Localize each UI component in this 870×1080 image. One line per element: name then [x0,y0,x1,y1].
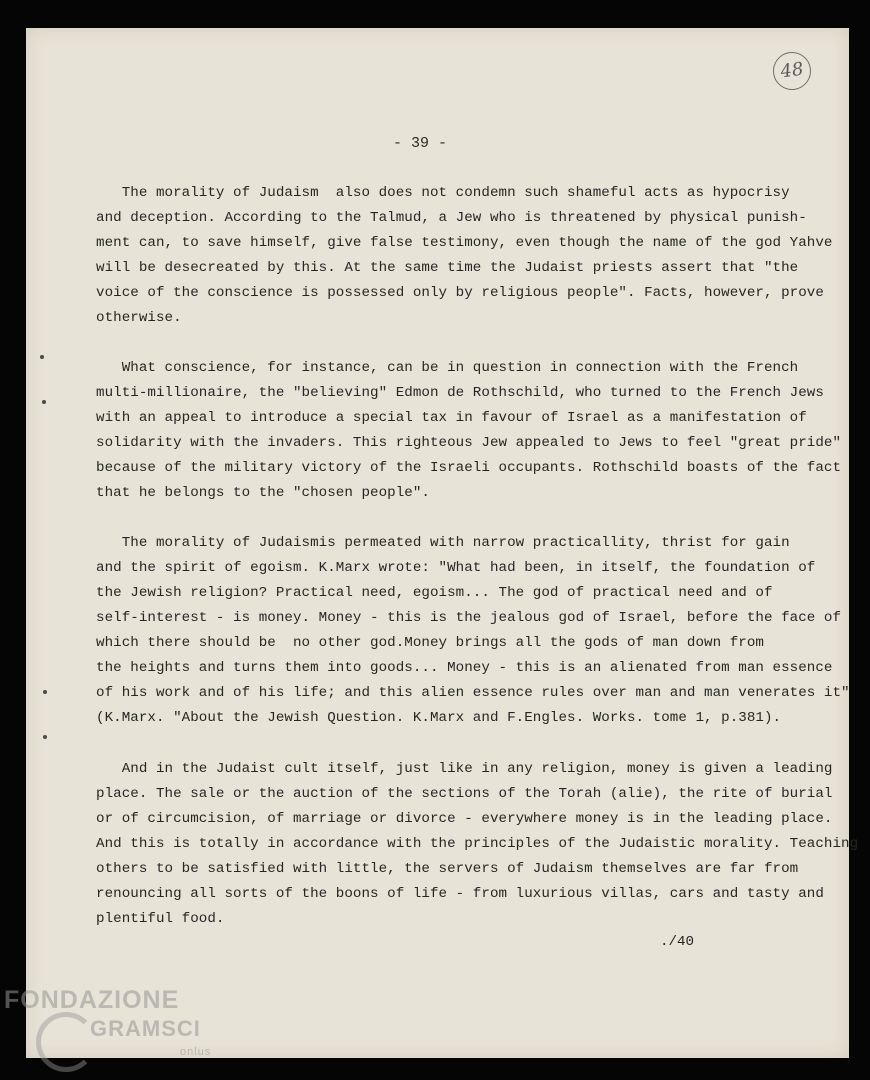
text-line: or of circumcision, of marriage or divorce - everywhere money is in the leading place. [96,811,833,827]
text-line: renouncing all sorts of the boons of life - from luxurious villas, cars and tasty and [96,886,824,902]
text-line: others to be satisfied with little, the servers of Judaism themselves are far from [96,861,799,877]
text-line: multi-millionaire, the "believing" Edmon de Rothschild, who turned to the French Jews [96,385,824,401]
folio-stamp: 48 [771,50,814,93]
page-number: - 39 - [392,135,447,152]
watermark-logo [4,986,234,1066]
text-line: The morality of Judaismis permeated with narrow practicallity, thrist for gain [96,535,790,551]
paragraph-2 [96,356,842,506]
watermark-line2: GRAMSCI [90,1016,201,1041]
text-line: place. The sale or the auction of the sections of the Torah (alie), the rite of burial [96,786,833,802]
text-line: that he belongs to the "chosen people". [96,485,430,501]
text-line: What conscience, for instance, can be in question in connection with the French [96,360,799,376]
watermark-ring-icon [36,1012,96,1072]
watermark-line3: onlus [180,1046,212,1058]
text-line: And in the Judaist cult itself, just like in any religion, money is given a leading [96,761,833,777]
text-line: which there should be no other god.Money brings all the gods of man down from [96,635,764,651]
paragraph-1 [96,181,833,331]
margin-mark [43,690,47,694]
margin-mark [42,400,46,404]
text-line: the Jewish religion? Practical need, egoism... The god of practical need and of [96,585,773,601]
paragraph-3 [96,531,850,731]
paragraph-4 [96,757,859,932]
text-line: and the spirit of egoism. K.Marx wrote: "What had been, in itself, the foundation of [96,560,816,576]
text-line: because of the military victory of the Israeli occupants. Rothschild boasts of the fact [96,460,842,476]
text-line: the heights and turns them into goods... Money - this is an alienated from man essence [96,660,833,676]
text-line: otherwise. [96,310,182,326]
text-line: will be desecreated by this. At the same time the Judaist priests assert that "the [96,260,799,276]
text-line: ment can, to save himself, give false testimony, even though the name of the god Yahve [96,235,833,251]
text-line: solidarity with the invaders. This righteous Jew appealed to Jews to feel "great pride" [96,435,842,451]
margin-mark [43,735,47,739]
text-line: plentiful food. [96,911,225,927]
text-line: (K.Marx. "About the Jewish Question. K.Marx and F.Engles. Works. tome 1, p.381). [96,710,782,726]
text-line: self-interest - is money. Money - this is the jealous god of Israel, before the face of [96,610,842,626]
text-line: with an appeal to introduce a special tax in favour of Israel as a manifestation of [96,410,807,426]
continuation-marker: ./40 [660,934,695,950]
text-line: The morality of Judaism also does not condemn such shameful acts as hypocrisy [96,185,790,201]
text-line: And this is totally in accordance with the principles of the Judaistic morality. Teaching [96,836,859,852]
text-line: voice of the conscience is possessed only by religious people". Facts, however, prove [96,285,824,301]
text-line: of his work and of his life; and this alien essence rules over man and man venerates it" [96,685,850,701]
watermark-line1: FONDAZIONE [4,986,180,1014]
margin-mark [40,355,44,359]
text-line: and deception. According to the Talmud, a Jew who is threatened by physical punish- [96,210,807,226]
